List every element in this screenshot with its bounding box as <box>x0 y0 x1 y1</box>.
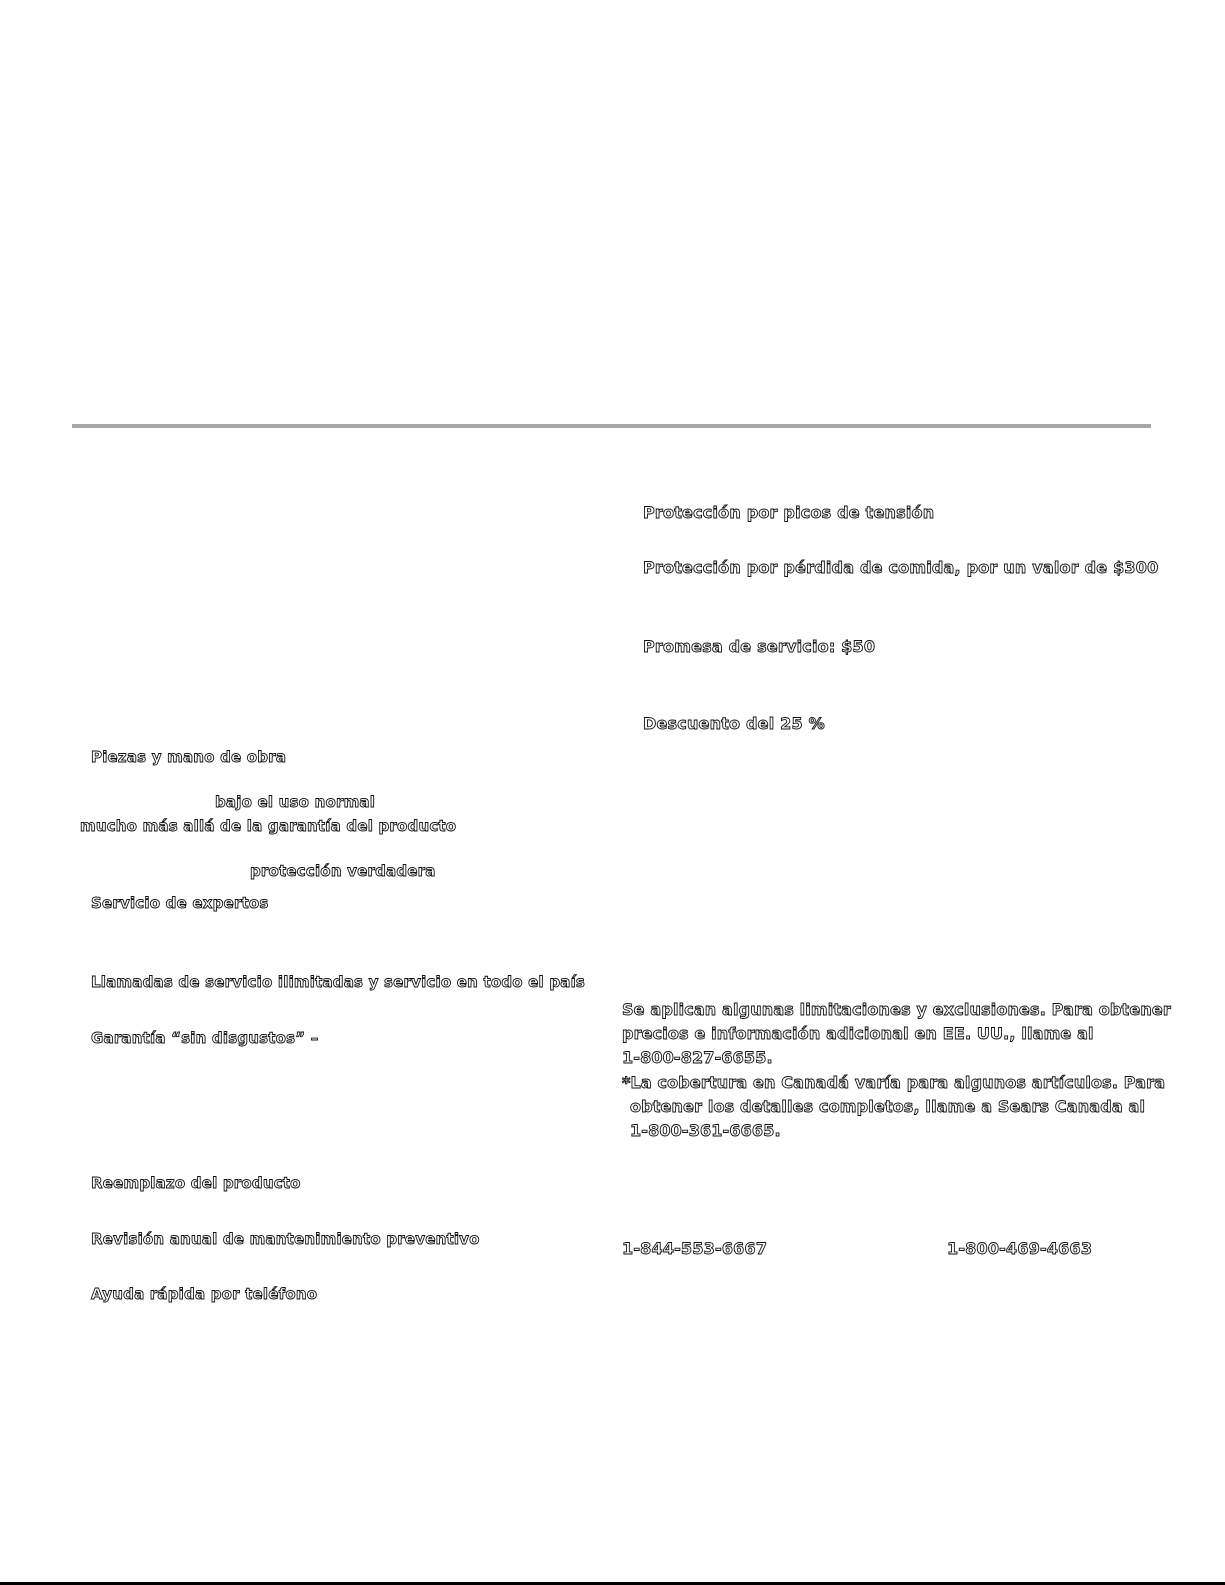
disclaimer-canada: *La cobertura en Canadá varía para algunos artículos. Para obtener los detalles completos, llame a Sears Canada al 1-800-361-6665. <box>622 1073 1166 1140</box>
benefit-discount: Descuento del 25 % <box>643 714 825 733</box>
item-parts-labor: Piezas y mano de obra <box>91 748 287 766</box>
disclaimer-us: Se aplican algunas limitaciones y exclusiones. Para obtener precios e información adicional en EE. UU., llame al 1-800-827-6655. <box>622 1000 1171 1067</box>
item-beyond-warranty: mucho más allá de la garantía del producto <box>80 817 457 835</box>
item-product-replacement: Reemplazo del producto <box>91 1174 301 1192</box>
section-divider <box>72 424 1151 428</box>
item-annual-maintenance: Revisión anual de mantenimiento preventivo <box>91 1230 480 1248</box>
item-normal-use: bajo el uso normal <box>215 793 376 811</box>
item-phone-help: Ayuda rápida por teléfono <box>91 1285 318 1303</box>
item-true-protection: protección verdadera <box>250 862 436 880</box>
phone-number-1: 1-844-553-6667 <box>622 1239 768 1258</box>
item-expert-service: Servicio de expertos <box>91 894 269 912</box>
item-no-hassle-guarantee: Garantía “sin disgustos” – <box>91 1029 319 1047</box>
benefit-surge-protection: Protección por picos de tensión <box>643 503 935 522</box>
benefit-service-promise: Promesa de servicio: $50 <box>643 637 876 656</box>
item-unlimited-calls: Llamadas de servicio ilimitadas y servicio en todo el país <box>91 973 586 991</box>
benefit-food-loss: Protección por pérdida de comida, por un valor de $300 <box>643 558 1159 577</box>
phone-number-2: 1-800-469-4663 <box>947 1239 1093 1258</box>
